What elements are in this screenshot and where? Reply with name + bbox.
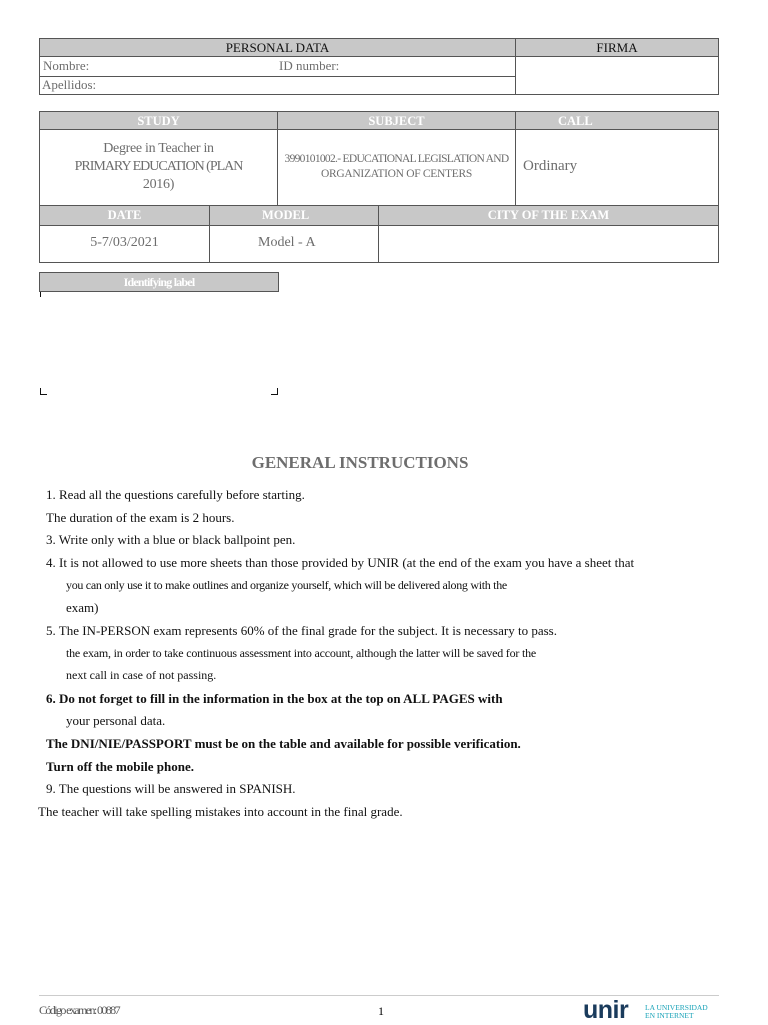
unir-logo: unir	[583, 996, 629, 1024]
firma-header: FIRMA	[515, 38, 719, 57]
model-header: MODEL	[209, 205, 379, 226]
subject-line-1: 3990101002.- EDUCATIONAL LEGISLATION AND	[284, 153, 509, 165]
nombre-label: Nombre:	[43, 58, 90, 73]
instruction-line-4-end: exam)	[66, 600, 99, 615]
instruction-line-8: Turn off the mobile phone.	[46, 759, 194, 774]
nombre-row	[39, 56, 516, 77]
instruction-line-3: 3. Write only with a blue or black ballpoint pen.	[46, 532, 296, 547]
apellidos-label: Apellidos:	[42, 77, 97, 92]
instructions-title: GENERAL INSTRUCTIONS	[251, 453, 469, 472]
id-number-label: ID number:	[279, 58, 340, 73]
unir-tagline	[645, 1004, 708, 1020]
model-value: Model - A	[258, 235, 316, 250]
page-number: 1	[378, 1004, 384, 1018]
corner-mark-br	[271, 388, 278, 395]
study-cell	[39, 129, 278, 206]
model-cell	[209, 225, 379, 263]
apellidos-row	[39, 76, 516, 95]
instruction-line-5: 5. The IN-PERSON exam represents 60% of the final grade for the subject. It is necessary to pass.	[46, 623, 557, 638]
corner-mark-tl	[40, 292, 47, 297]
instruction-line-1: 1. Read all the questions carefully before starting.	[46, 487, 305, 502]
instruction-line-6-cont: your personal data.	[66, 713, 166, 728]
corner-mark-bl	[40, 388, 47, 395]
subject-cell	[277, 129, 516, 206]
call-value: Ordinary	[523, 158, 578, 174]
identifying-label-header: Identifying label	[39, 272, 279, 292]
date-cell	[39, 225, 210, 263]
personal-data-header: PERSONAL DATA	[39, 38, 516, 57]
instruction-line-9: 9. The questions will be answered in SPANISH.	[46, 781, 296, 796]
instruction-line-5-end: next call in case of not passing.	[66, 668, 217, 682]
tagline-line-2: EN INTERNET	[645, 1011, 694, 1020]
instruction-line-6: 6. Do not forget to fill in the information in the box at the top on ALL PAGES with	[46, 691, 503, 706]
instruction-line-5-cont: the exam, in order to take continuous assessment into account, although the latter will be saved for the	[66, 646, 537, 660]
firma-box[interactable]	[515, 56, 719, 95]
instruction-line-4-cont: you can only use it to make outlines and organize yourself, which will be delivered along with the	[66, 578, 507, 592]
subject-header: SUBJECT	[277, 111, 516, 130]
call-header: CALL	[515, 111, 719, 130]
study-line-2: PRIMARY EDUCATION (PLAN	[74, 159, 243, 174]
study-line-1: Degree in Teacher in	[103, 141, 214, 156]
city-header: CITY OF THE EXAM	[378, 205, 719, 226]
study-line-3: 2016)	[142, 177, 175, 192]
city-cell[interactable]	[378, 225, 719, 263]
identifying-label-area	[39, 292, 279, 397]
date-header: DATE	[39, 205, 210, 226]
date-value: 5-7/03/2021	[90, 235, 159, 250]
tagline-line-1: LA UNIVERSIDAD	[645, 1003, 708, 1012]
call-cell	[515, 129, 719, 206]
instruction-line-10: The teacher will take spelling mistakes into account in the final grade.	[38, 804, 403, 819]
study-header: STUDY	[39, 111, 278, 130]
instruction-line-4: 4. It is not allowed to use more sheets than those provided by UNIR (at the end of the exam you have a sheet that	[46, 555, 635, 570]
instruction-line-7: The DNI/NIE/PASSPORT must be on the table and available for possible verification.	[46, 736, 521, 751]
subject-line-2: ORGANIZATION OF CENTERS	[321, 168, 472, 180]
instruction-line-2: The duration of the exam is 2 hours.	[46, 510, 235, 525]
exam-code: Código examen: 00887	[39, 1003, 119, 1017]
